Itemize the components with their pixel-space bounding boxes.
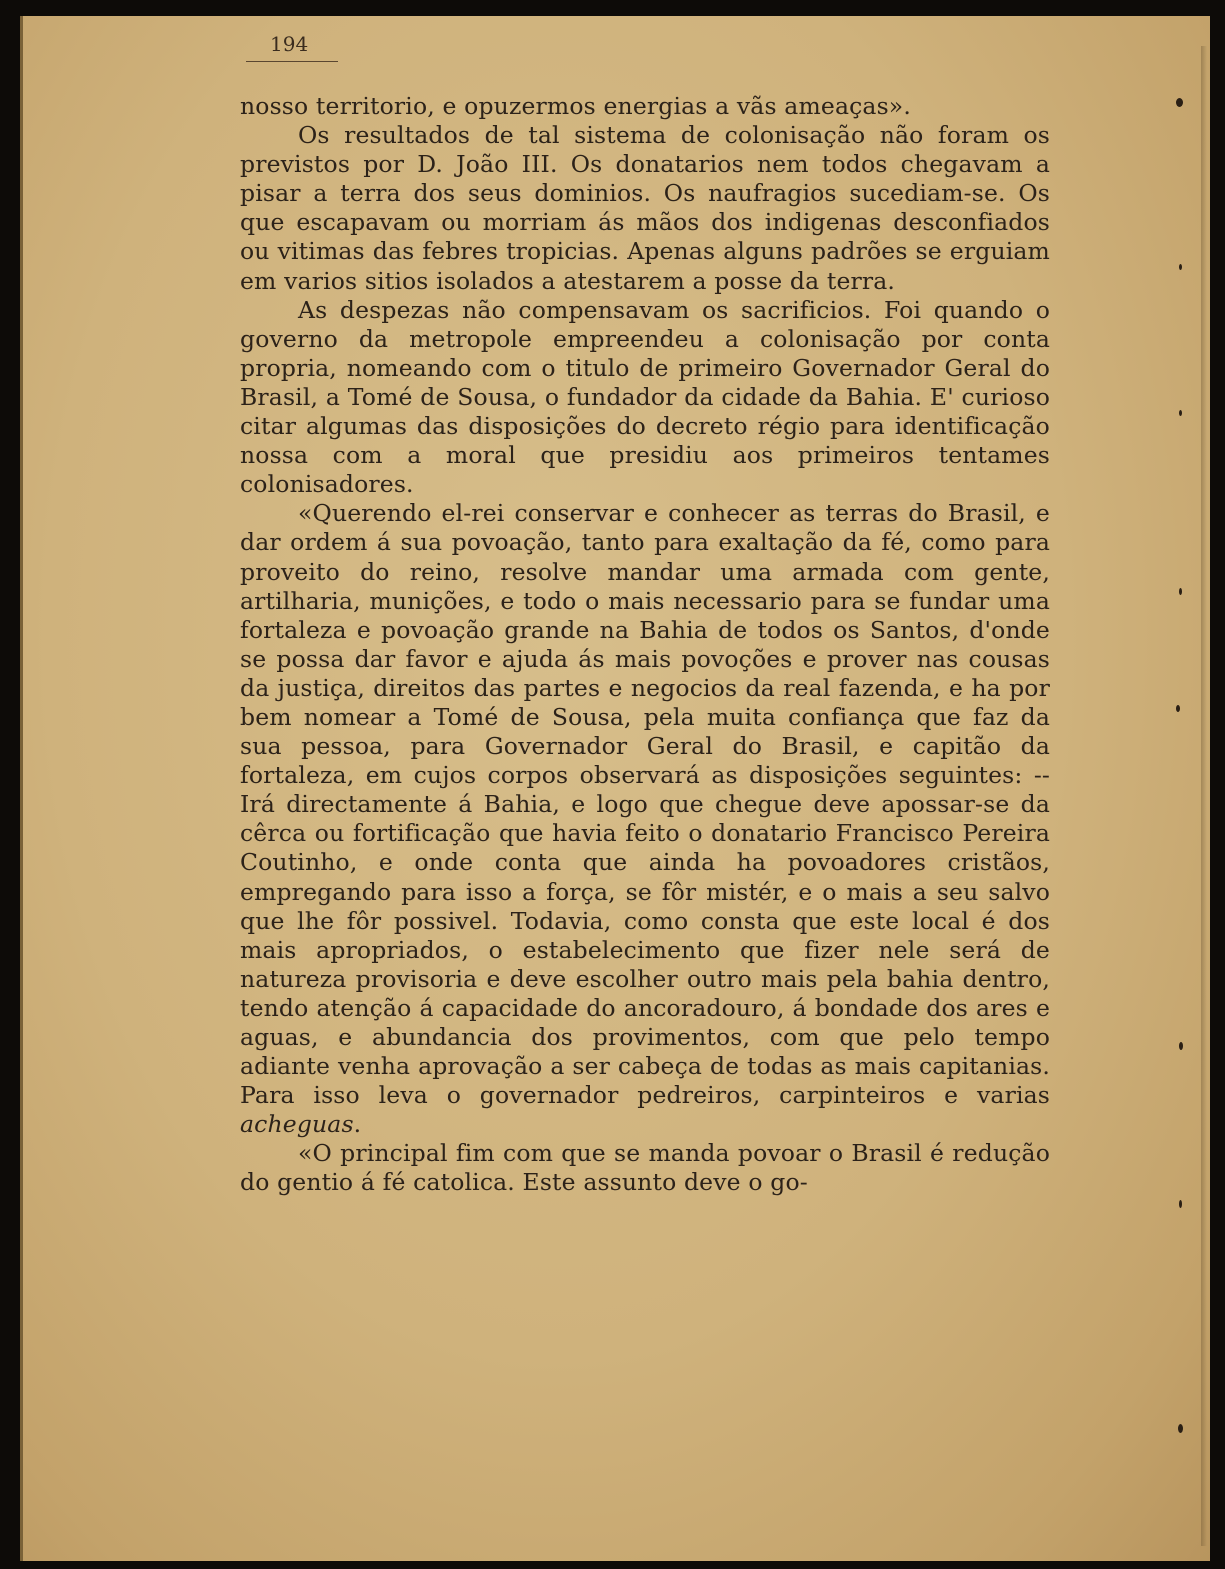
margin-speck: [1179, 410, 1182, 416]
page-edge-shadow: [1201, 46, 1207, 1546]
margin-speck: [1179, 264, 1182, 270]
paragraph-1: nosso territorio, e opuzermos energias a vãs ameaças».: [240, 92, 911, 120]
page-number: 194: [270, 32, 309, 56]
paragraph-4-text: «Querendo el-rei conservar e conhecer as terras do Brasil, e dar ordem á sua povoação, tanto para exaltação da fé, como para proveito do reino, resolve mandar uma armada com gente, artilharia, munições, e todo o mais necessario para se fundar uma fortaleza e povoação grande na Bahia de todos os Santos, d'onde se possa dar favor e ajuda ás mais povoções e prover nas cousas da justiça, direitos das partes e negocios da real fazenda, e ha por bem nomear a Tomé de Sousa, pela muita confiança que faz da sua pessoa, para Governador Geral do Brasil, e capitão da fortaleza, em cujos corpos observará as disposições seguintes: --Irá directamente á Bahia, e logo que chegue deve apossar-se da cêrca ou fortificação que havia feito o donatario Francisco Pereira Coutinho, e onde conta que ainda ha povoadores cristãos, empregando para isso a força, se fôr mistér, e o mais a seu salvo que lhe fôr possivel. Todavia, como consta que este local é dos mais apropriados, o estabelecimento que fizer nele será de natureza provisoria e deve escolher outro mais pela bahia dentro, tendo atenção á capacidade do ancoradouro, á bondade dos ares e aguas, e abundancia dos provimentos, com que pelo tempo adiante venha aprovação a ser cabeça de todas as mais capitanias. Para isso leva o governador pedreiros, carpinteiros e varias: [240, 499, 1050, 1110]
page-number-rule: [246, 61, 338, 62]
paragraph-2: Os resultados de tal sistema de colonisação não foram os previstos por D. João III. Os donatarios nem todos chegavam a pisar a terra dos seus dominios. Os naufragios sucediam-se. Os que escapavam ou morriam ás mãos dos indigenas desconfiados ou vitimas das febres tropicias. Apenas alguns padrões se erguiam em varios sitios isolados a atestarem a posse da terra.: [240, 121, 1050, 295]
margin-speck: [1178, 1424, 1183, 1433]
body-text: [240, 92, 1050, 1198]
margin-speck: [1179, 1042, 1183, 1050]
paragraph-4: [240, 499, 1050, 1139]
paragraph-3: As despezas não compensavam os sacrificios. Foi quando o governo da metropole empreendeu a colonisação por conta propria, nomeando com o titulo de primeiro Governador Geral do Brasil, a Tomé de Sousa, o fundador da cidade da Bahia. E' curioso citar algumas das disposições do decreto régio para identificação nossa com a moral que presidiu aos primeiros tentames colonisadores.: [240, 295, 1050, 499]
margin-speck: [1179, 588, 1182, 595]
margin-speck: [1179, 1200, 1182, 1208]
italic-word: acheguas: [240, 1110, 354, 1139]
paragraph-4-punct: .: [353, 1110, 362, 1139]
margin-speck: [1176, 705, 1180, 712]
paragraph-5: «O principal fim com que se manda povoar o Brasil é redução do gentio á fé catolica. Este assunto deve o go-: [240, 1139, 1050, 1197]
margin-speck: [1176, 98, 1183, 107]
